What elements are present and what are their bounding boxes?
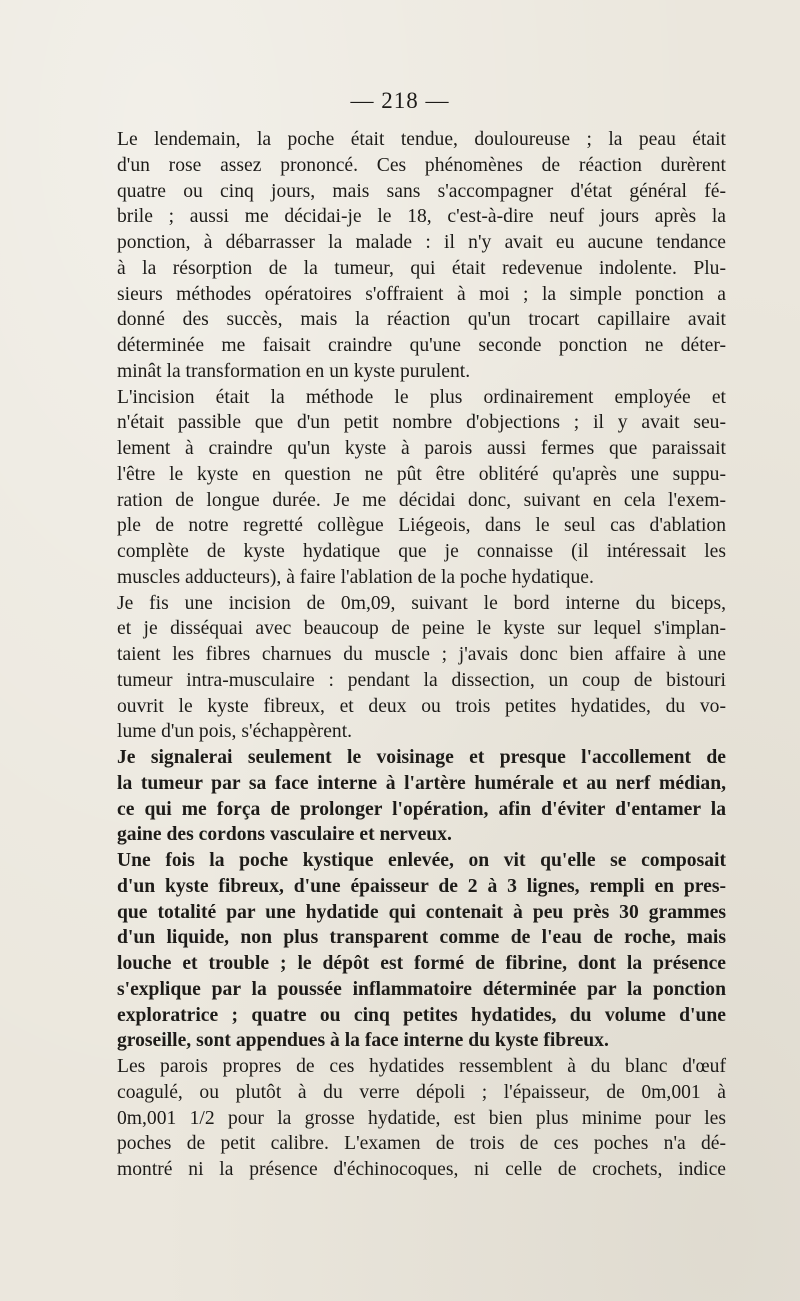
text-line: ration de longue durée. Je me décidai donc, suivant en cela l'exem- bbox=[117, 489, 726, 511]
text-line: d'un liquide, non plus transparent comme de l'eau de roche, mais bbox=[117, 927, 726, 949]
text-line: ponction, à débarrasser la malade : il n'y avait eu aucune tendance bbox=[117, 232, 726, 253]
text-line: montré ni la présence d'échinocoques, ni celle de crochets, indice bbox=[117, 1159, 726, 1180]
text-line: exploratrice ; quatre ou cinq petites hydatides, du volume d'une bbox=[117, 1004, 726, 1026]
paragraph-2 bbox=[117, 385, 726, 591]
text-line: lume d'un pois, s'échappèrent. bbox=[117, 721, 353, 743]
text-line: gaine des cordons vasculaire et nerveux. bbox=[117, 824, 452, 846]
text-line: l'être le kyste en question ne pût être oblitéré qu'après une suppu- bbox=[117, 463, 726, 485]
text-line: d'un rose assez prononcé. Ces phénomènes de réaction durèrent bbox=[117, 154, 726, 176]
text-line: poches de petit calibre. L'examen de trois de ces poches n'a dé- bbox=[117, 1133, 726, 1155]
text-line: 0m,001 1/2 pour la grosse hydatide, est bien plus minime pour les bbox=[117, 1107, 726, 1129]
page-number: — 218 — bbox=[350, 88, 450, 113]
paragraph-5 bbox=[117, 848, 726, 1054]
body-text bbox=[117, 127, 726, 1183]
text-line: la tumeur par sa face interne à l'artère humérale et au nerf médian, bbox=[117, 772, 726, 794]
text-line: Je fis une incision de 0m,09, suivant le bord interne du biceps, bbox=[117, 592, 726, 614]
text-line: minât la transformation en un kyste purulent. bbox=[117, 360, 471, 382]
text-line: L'incision était la méthode le plus ordinairement employée et bbox=[117, 386, 726, 408]
text-line: quatre ou cinq jours, mais sans s'accompagner d'état général fé- bbox=[117, 180, 726, 202]
text-line: n'était passible que d'un petit nombre d'objections ; il y avait seu- bbox=[117, 412, 726, 434]
text-line: Le lendemain, la poche était tendue, douloureuse ; la peau était bbox=[117, 129, 726, 150]
text-line: complète de kyste hydatique que je connaisse (il intéressait les bbox=[117, 541, 726, 562]
text-line: tumeur intra-musculaire : pendant la dissection, un coup de bistouri bbox=[117, 669, 726, 691]
text-line: d'un kyste fibreux, d'une épaisseur de 2 à 3 lignes, rempli en pres- bbox=[117, 875, 726, 897]
text-line: taient les fibres charnues du muscle ; j'avais donc bien affaire à une bbox=[117, 644, 726, 665]
text-line: ouvrit le kyste fibreux, et deux ou trois petites hydatides, du vo- bbox=[117, 695, 726, 717]
text-line: donné des succès, mais la réaction qu'un trocart capillaire avait bbox=[117, 309, 726, 331]
text-line: Les parois propres de ces hydatides ressemblent à du blanc d'œuf bbox=[117, 1056, 726, 1077]
text-line: que totalité par une hydatide qui contenait à peu près 30 grammes bbox=[117, 901, 726, 923]
text-line: déterminée me faisait craindre qu'une seconde ponction ne déter- bbox=[117, 335, 726, 356]
text-line: à la résorption de la tumeur, qui était redevenue indolente. Plu- bbox=[117, 257, 726, 279]
text-line: et je disséquai avec beaucoup de peine le kyste sur lequel s'implan- bbox=[117, 618, 726, 640]
paragraph-3 bbox=[117, 591, 726, 746]
text-line: Une fois la poche kystique enlevée, on vit qu'elle se composait bbox=[117, 850, 726, 871]
text-line: louche et trouble ; le dépôt est formé de fibrine, dont la présence bbox=[117, 953, 726, 974]
paragraph-4 bbox=[117, 745, 726, 848]
text-line: s'explique par la poussée inflammatoire déterminée par la ponction bbox=[117, 978, 726, 1000]
text-line: lement à craindre qu'un kyste à parois aussi fermes que paraissait bbox=[117, 438, 726, 459]
paragraph-6 bbox=[117, 1054, 726, 1183]
text-line: coagulé, ou plutôt à du verre dépoli ; l'épaisseur, de 0m,001 à bbox=[117, 1081, 726, 1103]
text-line: muscles adducteurs), à faire l'ablation de la poche hydatique. bbox=[117, 566, 594, 588]
text-line: Je signalerai seulement le voisinage et presque l'accollement de bbox=[117, 747, 726, 768]
text-line: sieurs méthodes opératoires s'offraient à moi ; la simple ponction a bbox=[117, 283, 726, 305]
text-line: ple de notre regretté collègue Liégeois, dans le seul cas d'ablation bbox=[117, 515, 726, 537]
paragraph-1 bbox=[117, 127, 726, 385]
text-line: ce qui me força de prolonger l'opération, afin d'éviter d'entamer la bbox=[117, 798, 726, 820]
text-line: brile ; aussi me décidai-je le 18, c'est-à-dire neuf jours après la bbox=[117, 206, 726, 228]
text-line: groseille, sont appendues à la face interne du kyste fibreux. bbox=[117, 1030, 609, 1052]
